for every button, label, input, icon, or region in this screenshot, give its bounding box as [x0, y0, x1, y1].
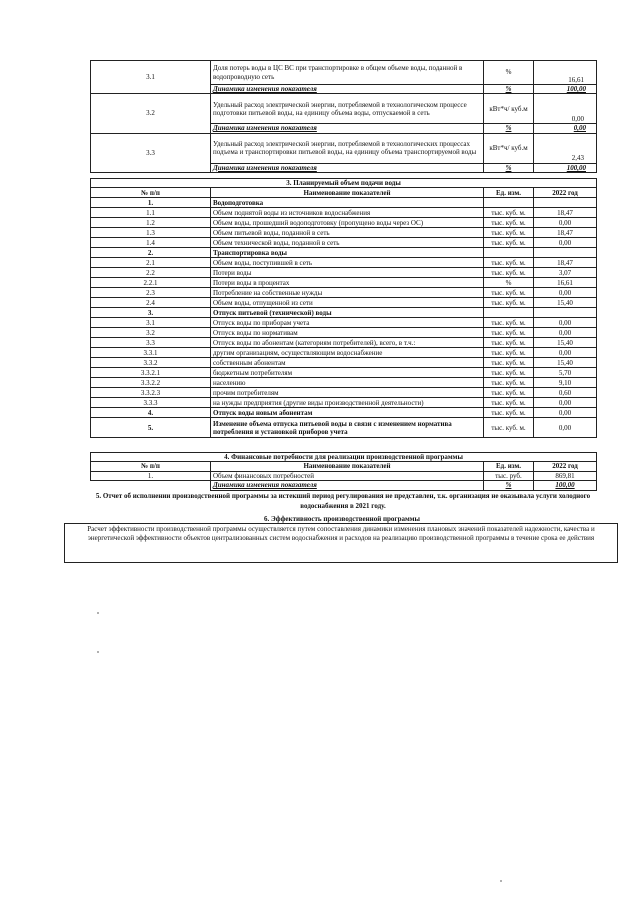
table-row	[91, 408, 597, 418]
row-name: на нужды предприятия (другие виды производственной деятельности)	[211, 398, 484, 408]
row-value: 16,61	[534, 61, 597, 85]
row-name: Транспортировка воды	[211, 248, 484, 258]
row-value: 2,43	[534, 133, 597, 163]
section6-efficiency-text: Расчет эффективности производственной программы осуществляется путем сопоставления динамики изменения плановых значений показателей надежности, качества и энергетической эффективности объектов централизованных систем водоснабжения и расходов на реализацию производственной программы в течение срока ее действия	[64, 523, 618, 563]
row-unit: тыс. куб. м.	[484, 318, 534, 328]
row-name: Потери воды в процентах	[211, 278, 484, 288]
col-header-unit: Ед. изм.	[484, 462, 534, 471]
table-row	[91, 228, 597, 238]
table-row	[91, 258, 597, 268]
row-unit: тыс. куб. м.	[484, 358, 534, 368]
row-number: 1.	[91, 471, 211, 480]
row-number: 2.2.1	[91, 278, 211, 288]
row-number: 1.1	[91, 208, 211, 218]
row-value	[534, 198, 597, 208]
row-unit: тыс. куб. м.	[484, 328, 534, 338]
table-row	[91, 218, 597, 228]
row-unit: тыс. куб. м.	[484, 338, 534, 348]
row-value	[534, 248, 597, 258]
row-name: Потребление на собственные нужды	[211, 288, 484, 298]
row-number: 3.2	[91, 328, 211, 338]
dynamics-unit: %	[484, 85, 534, 94]
row-unit: %	[484, 61, 534, 85]
table-row	[91, 398, 597, 408]
col-header-year: 2022 год	[534, 462, 597, 471]
dynamics-unit: %	[484, 124, 534, 133]
indicator-row	[91, 94, 597, 124]
row-number: 1.4	[91, 238, 211, 248]
row-name: Объем поднятой воды из источников водоснабжения	[211, 208, 484, 218]
row-value: 18,47	[534, 208, 597, 218]
row-unit: тыс. куб. м.	[484, 298, 534, 308]
row-name: прочим потребителям	[211, 388, 484, 398]
row-number: 2.3	[91, 288, 211, 298]
row-number: 5.	[91, 418, 211, 438]
scan-speck	[97, 612, 99, 614]
row-name: Объем воды, поступившей в сеть	[211, 258, 484, 268]
col-header-name: Наименование показателей	[211, 462, 484, 471]
row-unit	[484, 248, 534, 258]
row-number: 2.	[91, 248, 211, 258]
row-number: 3.3.3	[91, 398, 211, 408]
table-row	[91, 418, 597, 438]
section5-report-note: 5. Отчет об исполнении производственной программы за истекший период регулирования не представлен, т.к. организация не оказывала услуги холодного водоснабжения в 2021 году.	[95, 492, 591, 510]
row-unit	[484, 308, 534, 318]
row-name: Водоподготовка	[211, 198, 484, 208]
row-name: Отпуск питьевой (технической) воды	[211, 308, 484, 318]
table-row	[91, 308, 597, 318]
dynamics-value: 100,00	[534, 481, 597, 490]
col-header-year: 2022 год	[534, 188, 597, 198]
row-value: 0,00	[534, 238, 597, 248]
col-header-num: № п/п	[91, 188, 211, 198]
col-header-unit: Ед. изм.	[484, 188, 534, 198]
row-unit: кВт*ч/ куб.м	[484, 133, 534, 163]
indicator-row	[91, 61, 597, 85]
table-row	[91, 288, 597, 298]
table-row	[91, 278, 597, 288]
scan-speck	[97, 651, 99, 653]
table-row	[91, 328, 597, 338]
row-unit: тыс. куб. м.	[484, 398, 534, 408]
row-unit: тыс. куб. м.	[484, 408, 534, 418]
table-row	[91, 378, 597, 388]
row-name: другим организациям, осуществляющим водоснабжение	[211, 348, 484, 358]
row-unit: тыс. куб. м.	[484, 268, 534, 278]
row-value: 0,00	[534, 348, 597, 358]
dynamics-label: Динамика изменения показателя	[211, 481, 484, 490]
table-row	[91, 238, 597, 248]
row-name: Доля потерь воды в ЦС ВС при транспортировке в общем объеме воды, поданной в водопроводную сеть	[211, 61, 484, 85]
row-number: 3.2	[91, 94, 211, 133]
table-row	[91, 348, 597, 358]
row-name: Объем питьевой воды, поданной в сеть	[211, 228, 484, 238]
row-value: 5,70	[534, 368, 597, 378]
row-number: 2.2	[91, 268, 211, 278]
row-unit: тыс. куб. м.	[484, 228, 534, 238]
col-header-name: Наименование показателей	[211, 188, 484, 198]
section4-title: 4. Финансовые потребности для реализации производственной программы	[91, 453, 597, 462]
table-row	[91, 358, 597, 368]
row-name: Удельный расход электрической энергии, потребляемой в технологическом процессе подготовки питьевой воды, на единицу объема воды, отпускаемой в сеть	[211, 94, 484, 124]
indicator-row	[91, 133, 597, 163]
row-value: 0,00	[534, 398, 597, 408]
row-unit: тыс. куб. м.	[484, 388, 534, 398]
row-value: 0,00	[534, 218, 597, 228]
row-value	[534, 308, 597, 318]
row-number: 4.	[91, 408, 211, 418]
row-unit: %	[484, 278, 534, 288]
table-row	[91, 368, 597, 378]
row-unit: кВт*ч/ куб.м	[484, 94, 534, 124]
row-number: 3.3	[91, 338, 211, 348]
dynamics-label: Динамика изменения показателя	[211, 85, 484, 94]
table-row	[91, 208, 597, 218]
row-name: Отпуск воды новым абонентам	[211, 408, 484, 418]
row-name: бюджетным потребителям	[211, 368, 484, 378]
row-name: Объем воды, отпущенной из сети	[211, 298, 484, 308]
table-row	[91, 471, 597, 480]
row-unit: тыс. куб. м.	[484, 288, 534, 298]
row-name: собственным абонентам	[211, 358, 484, 368]
dynamics-label: Динамика изменения показателя	[211, 163, 484, 172]
table-row	[91, 248, 597, 258]
row-value: 16,61	[534, 278, 597, 288]
row-value: 0,00	[534, 318, 597, 328]
financial-needs-table	[90, 452, 597, 491]
row-unit: тыс. куб. м.	[484, 238, 534, 248]
table-row	[91, 198, 597, 208]
row-unit: тыс. куб. м.	[484, 208, 534, 218]
col-header-num: № п/п	[91, 462, 211, 471]
row-number: 2.1	[91, 258, 211, 268]
row-value: 18,47	[534, 228, 597, 238]
dynamics-value: 100,00	[534, 85, 597, 94]
dynamics-row	[91, 481, 597, 490]
row-name: Отпуск воды по нормативам	[211, 328, 484, 338]
row-number: 3.3.1	[91, 348, 211, 358]
performance-indicators-table	[90, 60, 597, 173]
table-row	[91, 338, 597, 348]
row-unit: тыс. куб. м.	[484, 258, 534, 268]
row-value: 869,81	[534, 471, 597, 480]
row-name: Изменение объема отпуска питьевой воды в связи с изменением норматива потребления и установкой приборов учета	[211, 418, 484, 438]
row-value: 0,00	[534, 94, 597, 124]
table-row	[91, 388, 597, 398]
dynamics-value: 100,00	[534, 163, 597, 172]
row-value: 15,40	[534, 358, 597, 368]
dynamics-value: 0,00	[534, 124, 597, 133]
row-name: Удельный расход электрической энергии, потребляемой в технологических процессах подъема и транспортировки питьевой воды, на единицу объема транспортируемой воды	[211, 133, 484, 163]
dynamics-unit: %	[484, 163, 534, 172]
row-name: Объем технической воды, поданной в сеть	[211, 238, 484, 248]
table-row	[91, 298, 597, 308]
row-unit: тыс. куб. м.	[484, 418, 534, 438]
row-value: 15,40	[534, 298, 597, 308]
row-value: 18,47	[534, 258, 597, 268]
section6-title: 6. Эффективность производственной программы	[264, 515, 420, 523]
row-value: 0,00	[534, 288, 597, 298]
row-value: 0,00	[534, 418, 597, 438]
row-number: 3.	[91, 308, 211, 318]
row-number: 1.	[91, 198, 211, 208]
row-number: 3.3	[91, 133, 211, 172]
table-row	[91, 268, 597, 278]
row-number: 1.3	[91, 228, 211, 238]
row-name: Объем финансовых потребностей	[211, 471, 484, 480]
row-unit: тыс. куб. м.	[484, 378, 534, 388]
row-name: Отпуск воды по приборам учета	[211, 318, 484, 328]
planned-water-supply-table	[90, 178, 597, 438]
row-unit	[484, 198, 534, 208]
row-unit: тыс. куб. м.	[484, 218, 534, 228]
row-unit: тыс. руб.	[484, 471, 534, 480]
row-value: 0,00	[534, 408, 597, 418]
row-number: 3.3.2.1	[91, 368, 211, 378]
scan-speck	[500, 880, 502, 882]
row-value: 0,60	[534, 388, 597, 398]
section3-title: 3. Планируемый объем подачи воды	[91, 179, 597, 188]
row-number: 3.3.2.3	[91, 388, 211, 398]
dynamics-label: Динамика изменения показателя	[211, 124, 484, 133]
row-value: 3,07	[534, 268, 597, 278]
dynamics-unit: %	[484, 481, 534, 490]
row-number: 1.2	[91, 218, 211, 228]
row-number: 3.1	[91, 318, 211, 328]
row-unit: тыс. куб. м.	[484, 348, 534, 358]
row-name: Отпуск воды по абонентам (категориям потребителей), всего, в т.ч.:	[211, 338, 484, 348]
row-name: Объем воды, прошедший водоподготовку (пропущено воды через ОС)	[211, 218, 484, 228]
row-number: 2.4	[91, 298, 211, 308]
table-row	[91, 318, 597, 328]
row-number: 3.1	[91, 61, 211, 94]
row-number: 3.3.2.2	[91, 378, 211, 388]
row-value: 9,10	[534, 378, 597, 388]
row-value: 15,40	[534, 338, 597, 348]
row-number: 3.3.2	[91, 358, 211, 368]
row-unit: тыс. куб. м.	[484, 368, 534, 378]
row-name: Потери воды	[211, 268, 484, 278]
row-name: населению	[211, 378, 484, 388]
row-value: 0,00	[534, 328, 597, 338]
